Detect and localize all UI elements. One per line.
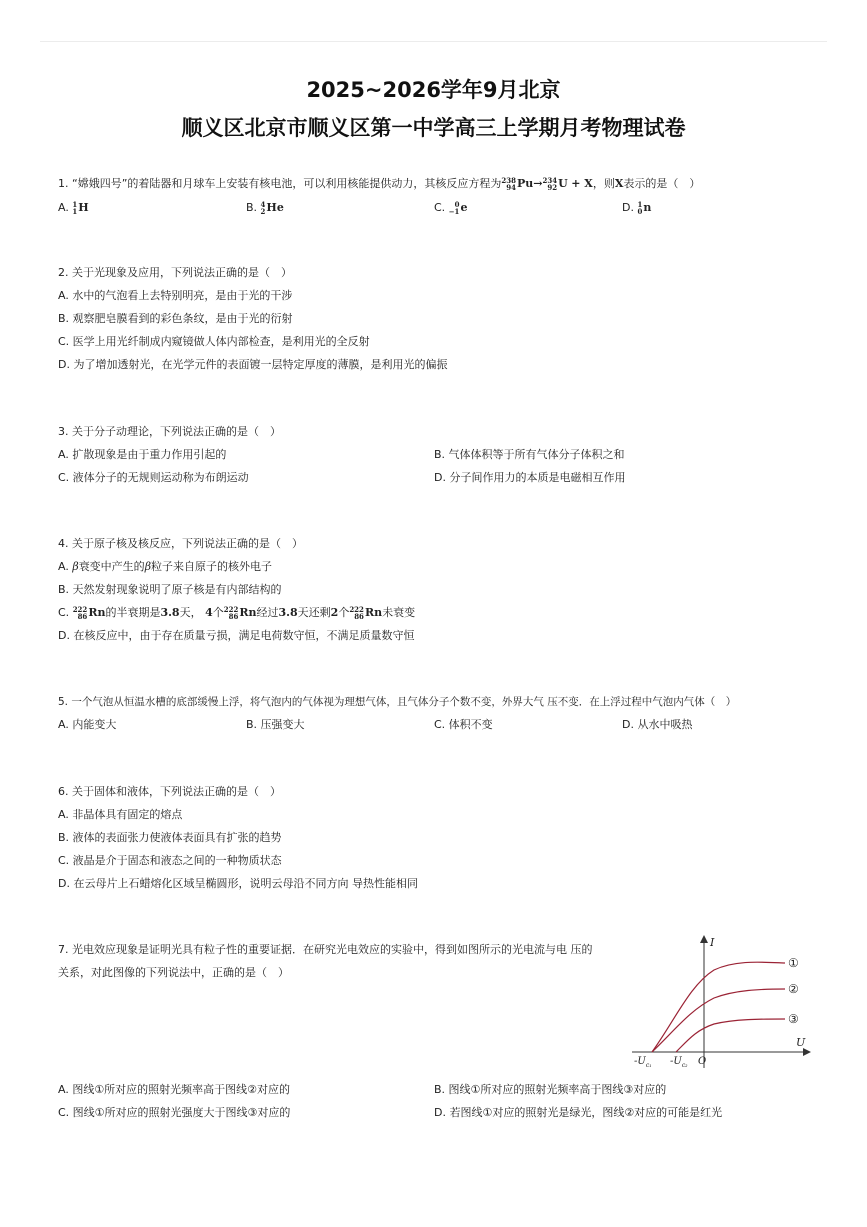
exam-title-line1: 2025~2026学年9月北京	[306, 78, 561, 102]
q3-option-d[interactable]: D. 分子间作用力的本质是电磁相互作用	[434, 471, 626, 484]
q2-option-c[interactable]: C. 医学上用光纤制成内窥镜做人体内部检查，是利用光的全反射	[58, 335, 370, 348]
question-5-stem: 5. 一个气泡从恒温水槽的底部缓慢上浮，将气泡内的气体视为理想气体，且气体分子个数不变，外界大气 压不变．在上浮过程中气泡内气体（ ）	[58, 696, 737, 708]
question-6-stem: 6. 关于固体和液体，下列说法正确的是（ ）	[58, 785, 281, 798]
curve-3	[676, 1019, 785, 1052]
x-axis-label: U	[796, 1036, 806, 1049]
q7-option-c[interactable]: C. 图线①所对应的照射光强度大于图线③对应的	[58, 1106, 291, 1119]
curve-1-label: ①	[788, 956, 799, 970]
question-4-stem: 4. 关于原子核及核反应，下列说法正确的是（ ）	[58, 537, 303, 550]
u-nuclide-numbers: 234 92	[542, 176, 558, 192]
q1-option-d[interactable]: D. 1 0 n	[622, 200, 652, 216]
q4-option-c[interactable]: C. 222 86 Rn的半衰期是3.8天， 4个 222 86 Rn经过3.8天还剩2个 222 86 Rn未衰变	[58, 605, 416, 621]
question-7-stem-line2: 关系，对此图像的下列说法中，正确的是（ ）	[58, 966, 289, 979]
q4-option-d[interactable]: D. 在核反应中，由于存在质量亏损，满足电荷数守恒，不满足质量数守恒	[58, 629, 415, 642]
q4-option-b[interactable]: B. 天然发射现象说明了原子核是有内部结构的	[58, 583, 282, 596]
question-1-stem: 1. “嫦娥四号”的着陆器和月球车上安装有核电池，可以利用核能提供动力，其核反应方程为 238 94 Pu→ 234 92 U + X，则X表示的是（ ）	[58, 176, 701, 192]
q5-option-b[interactable]: B. 压强变大	[246, 718, 305, 731]
question-2-stem: 2. 关于光现象及应用，下列说法正确的是（ ）	[58, 266, 292, 279]
q6-option-c[interactable]: C. 液晶是介于固态和液态之间的一种物质状态	[58, 854, 282, 867]
q1-option-c[interactable]: C. 0 −1 e	[434, 200, 468, 216]
y-axis-label: I	[710, 936, 715, 949]
q3-option-c[interactable]: C. 液体分子的无规则运动称为布朗运动	[58, 471, 249, 484]
q7-option-a[interactable]: A. 图线①所对应的照射光频率高于图线②对应的	[58, 1083, 291, 1096]
question-7-stem-line1: 7. 光电效应现象是证明光具有粒子性的重要证据．在研究光电效应的实验中，得到如图所示的光电流与电 压的	[58, 943, 593, 956]
q7-option-d[interactable]: D. 若图线①对应的照射光是绿光，图线②对应的可能是红光	[434, 1106, 723, 1119]
curve-2-label: ②	[788, 982, 799, 996]
q2-option-b[interactable]: B. 观察肥皂膜看到的彩色条纹，是由于光的衍射	[58, 312, 293, 325]
uc1-label: $-U_{c_1}$	[634, 1056, 652, 1069]
q5-option-a[interactable]: A. 内能变大	[58, 718, 117, 731]
q3-option-b[interactable]: B. 气体体积等于所有气体分子体积之和	[434, 448, 625, 461]
question-3-stem: 3. 关于分子动理论，下列说法正确的是（ ）	[58, 425, 281, 438]
q6-option-a[interactable]: A. 非晶体具有固定的熔点	[58, 808, 183, 821]
q6-option-d[interactable]: D. 在云母片上石蜡熔化区域呈椭圆形，说明云母沿不同方向 导热性能相同	[58, 877, 418, 890]
curve-1	[652, 962, 785, 1052]
q1-option-b[interactable]: B. 4 2 He	[246, 200, 284, 216]
uc2-label: $-U_{c_2}$	[670, 1056, 688, 1069]
q1-option-a[interactable]: A. 1 1 H	[58, 200, 89, 216]
q5-option-d[interactable]: D. 从水中吸热	[622, 718, 693, 731]
exam-title-line2: 顺义区北京市顺义区第一中学高三上学期月考物理试卷	[181, 116, 686, 140]
q3-option-a[interactable]: A. 扩散现象是由于重力作用引起的	[58, 448, 227, 461]
q4-option-a[interactable]: A. β衰变中产生的β粒子来自原子的核外电子	[58, 560, 273, 573]
curve-3-label: ③	[788, 1012, 799, 1026]
header-divider	[40, 41, 827, 42]
photoelectric-iv-graph	[630, 930, 815, 1072]
q6-option-b[interactable]: B. 液体的表面张力使液体表面具有扩张的趋势	[58, 831, 282, 844]
q2-option-d[interactable]: D. 为了增加透射光，在光学元件的表面镀一层特定厚度的薄膜，是利用光的偏振	[58, 358, 448, 371]
q2-option-a[interactable]: A. 水中的气泡看上去特别明亮，是由于光的干涉	[58, 289, 293, 302]
pu-nuclide-numbers: 238 94	[501, 176, 517, 192]
q7-option-b[interactable]: B. 图线①所对应的照射光频率高于图线③对应的	[434, 1083, 667, 1096]
q5-option-c[interactable]: C. 体积不变	[434, 718, 493, 731]
origin-label: O	[698, 1056, 707, 1067]
